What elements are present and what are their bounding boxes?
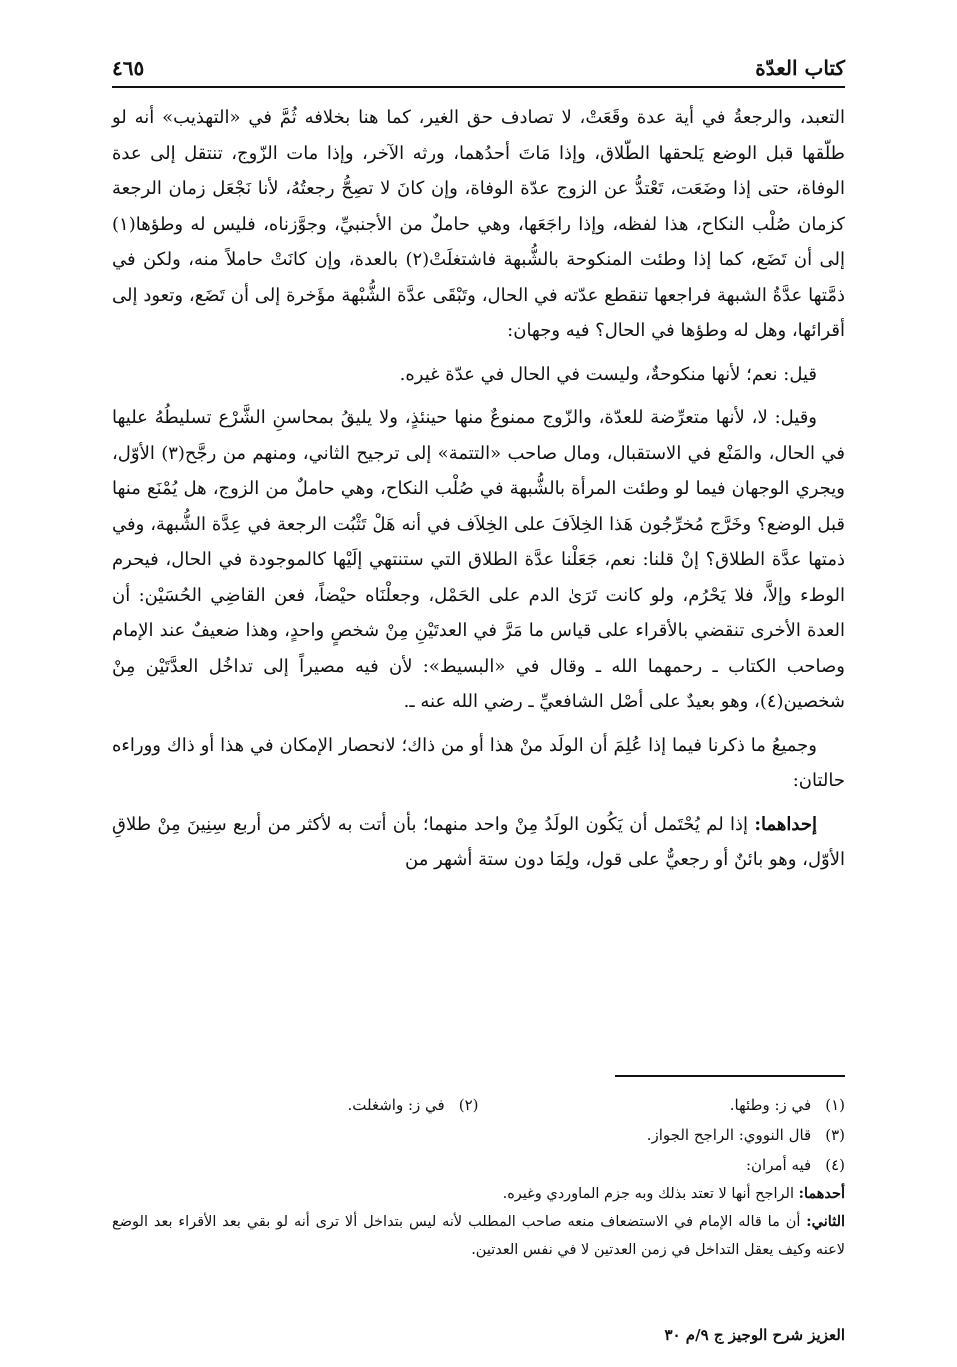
paragraph-text: وجميعُ ما ذكرنا فيما إذا عُلِمَ أن الولَد منْ هذا أو من ذاك؛ لانحصار الإمكان في هذا أو ذاك ووراءه حالتان:	[112, 734, 845, 791]
footnote-row	[112, 1090, 845, 1120]
page-number: ٤٦٥	[112, 56, 145, 80]
footnote-4	[479, 1150, 846, 1180]
signature-line: العزيز شرح الوجيز ج ٩/م ٣٠	[664, 1326, 845, 1344]
paragraph	[112, 728, 845, 799]
body-text	[112, 100, 845, 878]
footnotes	[112, 1090, 845, 1264]
footnote-row	[112, 1150, 845, 1180]
footnote-number: (١)	[825, 1096, 845, 1114]
footnote-number: (٣)	[825, 1126, 845, 1144]
paragraph-lead: إحداهما:	[754, 813, 817, 835]
footnote-rule	[615, 1075, 845, 1077]
footnote-sub-lead: أحدهما:	[798, 1185, 845, 1202]
footnote-text: فيه أمران:	[745, 1156, 812, 1174]
running-title: كتاب العدّة	[755, 56, 845, 80]
footnote-text: في ز: وطئها.	[729, 1096, 812, 1114]
paragraph	[112, 807, 845, 878]
running-head	[112, 40, 845, 88]
paragraph-text: قيل: نعم؛ لأنها منكوحةٌ، وليست في الحال في عدّة غيره.	[399, 363, 817, 385]
footnote-1	[479, 1090, 846, 1120]
paragraph-text: التعبد، والرجعةُ في أية عدة وقَعَتْ، لا تصادف حق الغير، كما هنا بخلافه ثُمَّ في «التهذيب» أنه لو طلّقها قبل الوضع يَلحقها الطّلاق، وإذا مَاتَ أحدُهما، ورثه الآخر، وإذا مات الزّوج، تنتقل إلى عدة الوفاة، حتى إذا وضَعَت، تَعْتدُّ عن الزوج عدّة الوفاة، وإن كانَ لا تصِحُّ رجعتُهُ، لأنا نَجْعَل زمان الرجعة كزمان صُلْب النكاح، هذا لفظه، وإذا راجَعَها، وهي حاملٌ من الأجنبيِّ، وجوَّزناه، فليس له وطؤها(١) إلى أن تَضَع، كما إذا وطئت المنكوحة بالشُّبهة فاشتغلَتْ(٢) بالعدة، وإن كانَتْ حاملاً منه، ولكن في ذمَّتها عدَّةُ الشبهة فراجعها تنقطع عدّته في الحال، وتَبْقَى عدَّة الشُّبْهة مؤَخرة إلى أن تَضَع، وتعود إلى أقرائها، وهل له وطؤها في الحال؟ فيه وجهان:	[112, 107, 845, 341]
paragraph	[112, 400, 845, 720]
footnote-sub-lead: الثاني:	[806, 1213, 846, 1230]
footnote-2	[112, 1090, 479, 1120]
footnote-text: في ز: واشغلت.	[347, 1096, 445, 1114]
paragraph	[112, 357, 845, 393]
footnote-number: (٤)	[825, 1156, 845, 1174]
footnote-text: قال النووي: الراجح الجواز.	[646, 1126, 812, 1144]
footnote-number: (٢)	[458, 1096, 479, 1114]
footnote-sub-text: أن ما قاله الإمام في الاستضعاف منعه صاحب المطلب لأنه ليس بتداخل ألا ترى أنه لو بقي بعد الأقراء بعد الوضع لاعنه وكيف يعقل التداخل في زمن العدتين لا في نفس العدتين.	[112, 1214, 845, 1258]
paragraph	[112, 100, 845, 349]
footnote-row	[112, 1120, 845, 1150]
footnote-4-first	[112, 1180, 845, 1208]
footnote-3	[479, 1120, 846, 1150]
footnote-sub-text: الراجح أنها لا تعتد بذلك وبه جزم الماوردي وغيره.	[502, 1186, 794, 1202]
paragraph-text: وقيل: لا، لأنها متعرِّضة للعدّة، والزّوج ممنوعٌ منها حينئذٍ، ولا يليقُ بمحاسنِ الشَّرْع تسليطُهُ عليها في الحال، والمَنْع في الاستقبال، ومال صاحب «التتمة» إلى ترجيح الثاني، ومنهم من رجَّح(٣) الأوّل، ويجري الوجهان فيما لو وطئت المرأة بالشُّبهة في صُلْب النكاح، وهي حاملٌ من الزوج، هل يُمْنَع منها قبل الوضع؟ وخَرَّج مُخرِّجُون هَذا الخِلاَفَ على الخِلاَف في أنه هَلْ تَثْبُت الرجعة في عِدَّة الشُّبهة، وفي ذمتها عدَّة الطلاق؟ إنْ قلنا: نعم، جَعَلْنا عدَّة الطلاق التي ستنتهي إلَيْها كالموجودة في الحال، فيحرم الوطء وإلاَّ، فلا يَحْرُم، ولو كانت تَرَىٰ الدم على الحَمْل، وجعلْنَاه حيْضاً، فعن القاضِي الحُسَيْن: أن العدة الأخرى تنقضي بالأقراء على قياس ما مَرَّ في العدتَيْنِ مِنْ شخصٍ واحدٍ، وهذا ضعيفٌ عند الإمام وصاحب الكتاب ـ رحمهما الله ـ وقال في «البسيط»: لأن فيه مصيراً إلى تداخُل العدَّتَيْن مِنْ شخصين(٤)، وهو بعيدٌ على أصْل الشافعيِّ ـ رضي الله عنه ـ.	[112, 407, 846, 712]
paragraph-text: إذا لم يُحْتَمل أن يَكُون الولَدُ مِنْ واحد منهما؛ بأن أتت به لأكثر من أربع سِنِينَ مِنْ طلاقِ الأوّل، وهو بائنٌ أو رجعيٌّ على قول، ولِمَا دون ستة أشهر من	[112, 813, 845, 870]
footnote-4-second	[112, 1208, 845, 1264]
